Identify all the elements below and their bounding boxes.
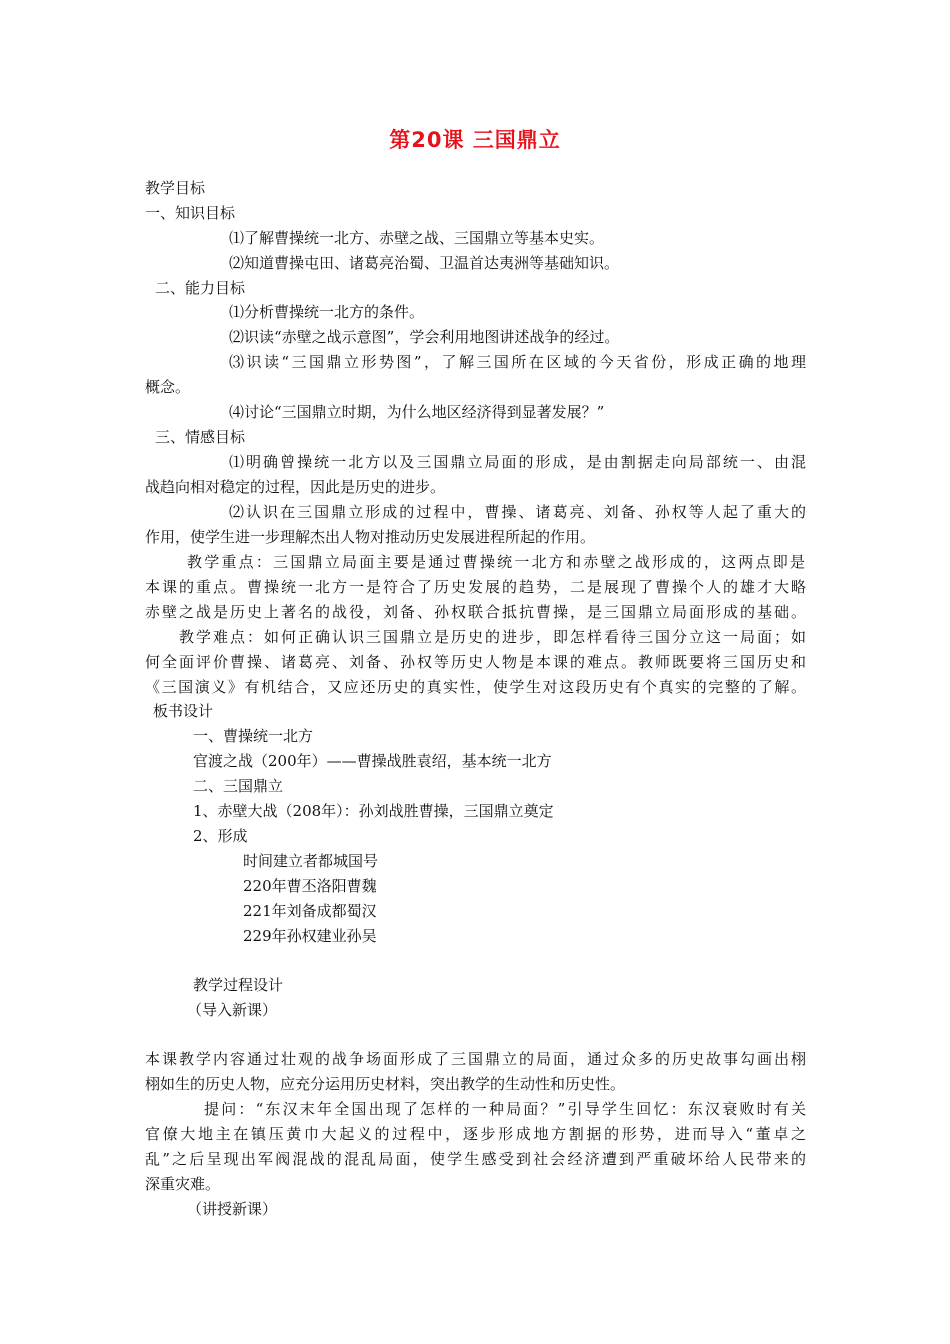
emotion-line: ⑵认识在三国鼎立形成的过程中，曹操、诸葛亮、刘备、孙权等人起了重大的 <box>229 503 806 521</box>
ability-item: ⑷讨论“三国鼎立时期，为什么地区经济得到显著发展？” <box>229 403 605 421</box>
difficulties-line: 教学难点：如何正确认识三国鼎立是历史的进步，即怎样看待三国分立这一局面；如 <box>179 628 806 646</box>
question-line: 深重灾难。 <box>145 1175 221 1193</box>
board-line: 1、赤壁大战（208年）：孙刘战胜曹操，三国鼎立奠定 <box>193 802 554 820</box>
question-line: 提问：“东汉末年全国出现了怎样的一种局面？”引导学生回忆：东汉衰败时有关 <box>204 1100 806 1118</box>
board-section: 二、三国鼎立 <box>193 777 284 795</box>
intro-line: 本课教学内容通过壮观的战争场面形成了三国鼎立的局面，通过众多的历史故事勾画出栩 <box>145 1050 806 1068</box>
intro-label: （导入新课） <box>187 1001 278 1019</box>
intro-line: 栩如生的历史人物，应充分运用历史材料，突出教学的生动性和历史性。 <box>145 1075 626 1093</box>
board-section: 一、曹操统一北方 <box>193 727 314 745</box>
board-line: 官渡之战（200年）——曹操战胜袁绍，基本统一北方 <box>193 752 552 770</box>
board-table-row: 229年孙权建业孙吴 <box>243 927 377 945</box>
new-lesson-label: （讲授新课） <box>187 1200 278 1218</box>
board-table-row: 221年刘备成都蜀汉 <box>243 902 377 920</box>
key-points-line: 本课的重点。曹操统一北方一是符合了历史发展的趋势，二是展现了曹操个人的雄才大略 <box>145 578 806 596</box>
key-points-line: 教学重点：三国鼎立局面主要是通过曹操统一北方和赤壁之战形成的，这两点即是 <box>187 553 805 571</box>
knowledge-item: ⑵知道曹操屯田、诸葛亮治蜀、卫温首达夷洲等基础知识。 <box>229 254 620 272</box>
question-line: 官僚大地主在镇压黄巾大起义的过程中，逐步形成地方割据的形势，进而导入“董卓之 <box>145 1125 806 1143</box>
objectives-heading: 教学目标 <box>145 179 206 197</box>
emotion-line: 作用，使学生进一步理解杰出人物对推动历史发展进程所起的作用。 <box>145 528 596 546</box>
ability-heading: 二、能力目标 <box>155 279 246 297</box>
knowledge-heading: 一、知识目标 <box>145 204 236 222</box>
question-line: 乱”之后呈现出军阀混战的混乱局面，使学生感受到社会经济遭到严重破坏给人民带来的 <box>145 1150 806 1168</box>
ability-item: ⑴分析曹操统一北方的条件。 <box>229 303 425 321</box>
emotion-heading: 三、情感目标 <box>155 428 246 446</box>
emotion-line: ⑴明确曾操统一北方以及三国鼎立局面的形成，是由割据走向局部统一、由混 <box>229 453 806 471</box>
emotion-line: 战趋向相对稳定的过程，因此是历史的进步。 <box>145 478 446 496</box>
board-table-row: 时间建立者都城国号 <box>243 852 379 870</box>
page-title: 第20课 三国鼎立 <box>389 128 561 152</box>
key-points-line: 赤壁之战是历史上著名的战役，刘备、孙权联合抵抗曹操，是三国鼎立局面形成的基础。 <box>145 603 806 621</box>
process-heading: 教学过程设计 <box>193 976 284 994</box>
difficulties-line: 何全面评价曹操、诸葛亮、刘备、孙权等历史人物是本课的难点。教师既要将三国历史和 <box>145 653 806 671</box>
difficulties-line: 《三国演义》有机结合，又应还历史的真实性，使学生对这段历史有个真实的完整的了解。 <box>145 678 806 696</box>
knowledge-item: ⑴了解曹操统一北方、赤壁之战、三国鼎立等基本史实。 <box>229 229 605 247</box>
board-line: 2、形成 <box>193 827 248 845</box>
ability-item-continued: 概念。 <box>145 378 191 396</box>
ability-item: ⑶识读“三国鼎立形势图”，了解三国所在区域的今天省份，形成正确的地理 <box>229 353 806 371</box>
ability-item: ⑵识读“赤壁之战示意图”，学会利用地图讲述战争的经过。 <box>229 328 620 346</box>
board-table-row: 220年曹丕洛阳曹魏 <box>243 877 377 895</box>
board-heading: 板书设计 <box>153 702 214 720</box>
